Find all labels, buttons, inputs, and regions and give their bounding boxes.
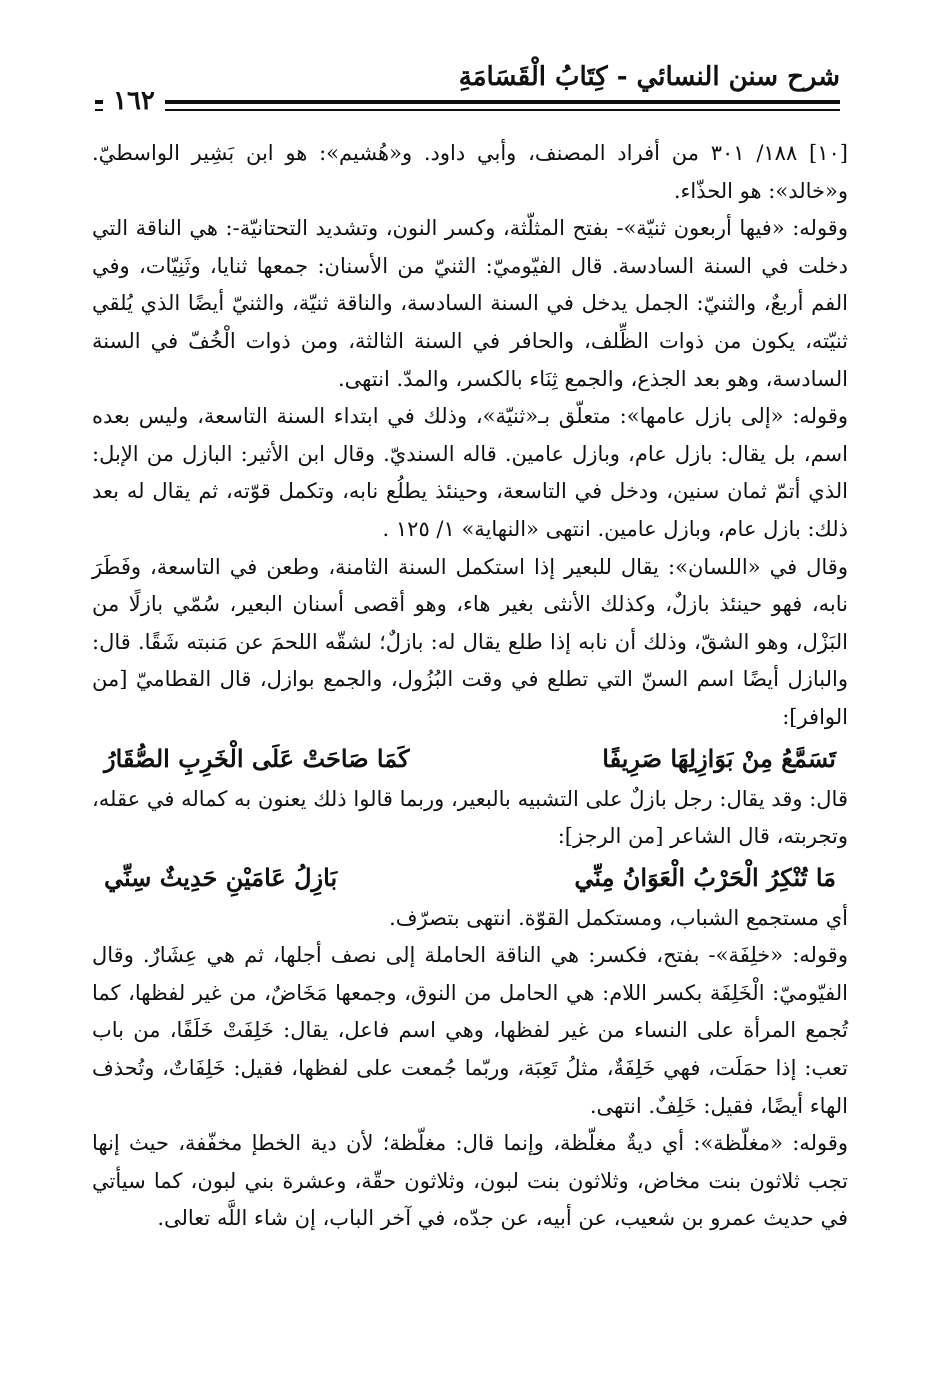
paragraph-explanation: أي مستجمع الشباب، ومستكمل القوّة. انتهى بتصرّف. (389, 905, 848, 930)
paragraph-rajul-bazil: قال: وقد يقال: رجل بازلٌ على التشبيه بالبعير، وربما قالوا ذلك يعنون به كماله في عقله، وتجربته، قال الشاعر [من الرجز]: (92, 786, 848, 849)
header-rule-thick (95, 100, 840, 104)
paragraph-mughallaza: وقوله: «مغلّظة»: أي ديةٌ مغلّظة، وإنما قال: مغلّظة؛ لأن دية الخطإ مخفّفة، حيث إنها تجب ثلاثون بنت مخاض، وثلاثون بنت لبون، وثلاثون حقّة، وعشرة بني لبون، كما سيأتي في حديث عمرو بن شعيب، عن أبيه، عن جدّه، في آخر الباب، إن شاء اللَّه تعالى. (92, 1131, 848, 1231)
page-body (92, 135, 848, 1238)
paragraph-hadith-number: [١٠] ١٨٨/ ٣٠١ من أفراد المصنف، وأبي داود. و«هُشيم»: هو ابن بَشِير الواسطيّ. و«خالد»: هو الحذّاء. (92, 141, 848, 203)
verse-hemistich: تَسَمَّعُ مِنْ بَوَازِلِهَا صَرِيفًا (602, 743, 836, 773)
running-title: شرح سنن النسائي - كِتَابُ الْقَسَامَةِ (458, 62, 840, 92)
header-rule-thin (95, 109, 840, 111)
verse-hemistich: مَا تُنْكِرُ الْحَرْبُ الْعَوَانُ مِنِّي (574, 862, 836, 892)
paragraph-thaniyya: وقوله: «فيها أربعون ثنيّة»- بفتح المثلّثة، وكسر النون، وتشديد التحتانيّة-: هي الناقة التي دخلت في السنة السادسة. قال الفيّوميّ: الثنيّ من الأسنان: جمعها ثنايا، وثَنِيّات، وفي الفم أربعٌ، والثنيّ: الجمل يدخل في السنة السادسة، والناقة ثنيّة، والثنيّ أيضًا الذي يُلقي ثنيّته، يكون من ذوات الظِّلف، والحافر في السنة الثالثة، ومن ذوات الْخُفّ في السنة السادسة، وهو بعد الجذع، والجمع ثِنَاء بالكسر، والمدّ. انتهى. (92, 216, 848, 391)
verse-hemistich: كَمَا صَاحَتْ عَلَى الْخَرِبِ الصُّقَارُ (104, 743, 410, 773)
verse-hemistich: بَازِلُ عَامَيْنِ حَدِيثٌ سِنِّي (104, 862, 338, 892)
paragraph-lisan: وقال في «اللسان»: يقال للبعير إذا استكمل السنة الثامنة، وطعن في التاسعة، وفَطَرَ نابه، فهو حينئذ بازلٌ، وكذلك الأنثى بغير هاء، وهو أقصى أسنان البعير، سُمّي بازلًا من البَزْل، وهو الشقّ، وذلك أن نابه إذا طلع يقال له: بازلٌ؛ لشقّه اللحمَ عن مَنبته شَقًا. قال: والبازل أيضًا اسم السنّ التي تطلع في وقت البُزُول، والجمع بوازل، قال القطاميّ [من الوافر]: (92, 554, 848, 729)
paragraph-bazil: وقوله: «إلى بازل عامها»: متعلّق بـ«ثنيّة»، وذلك في ابتداء السنة التاسعة، وليس بعده اسم، بل يقال: بازل عام، وبازل عامين. قاله السنديّ. وقال ابن الأثير: البازل من الإبل: الذي أتمّ ثمان سنين، ودخل في التاسعة، وحينئذ يطلُع نابه، وتكمل قوّته، ثم يقال له بعد ذلك: بازل عام، وبازل عامين. انتهى «النهاية» ١/ ١٢٥ . (92, 404, 848, 541)
verse-rajaz (92, 856, 848, 900)
header-rule (95, 100, 840, 111)
page-number: ١٦٢ (103, 86, 165, 116)
page-header (95, 52, 840, 122)
verse-qutami (92, 737, 848, 781)
paragraph-khalifa: وقوله: «خلِفَة»- بفتح، فكسر: هي الناقة الحاملة إلى نصف أجلها، ثم هي عِشَارٌ. وقال الفيّوميّ: الْخَلِفَة بكسر اللام: هي الحامل من النوق، وجمعها مَخَاضٌ، من غير لفظها، كما تُجمع المرأة على النساء من غير لفظها، وهي اسم فاعل، يقال: خَلِفَتْ خَلَفًا، من باب تعب: إذا حمَلَت، فهي خَلِفَةٌ، مثلُ تَعِبَة، وربّما جُمعت على لفظها، فقيل: خَلِفَاتٌ، وتُحذف الهاء أيضًا، فقيل: خَلِفٌ. انتهى. (92, 943, 848, 1118)
